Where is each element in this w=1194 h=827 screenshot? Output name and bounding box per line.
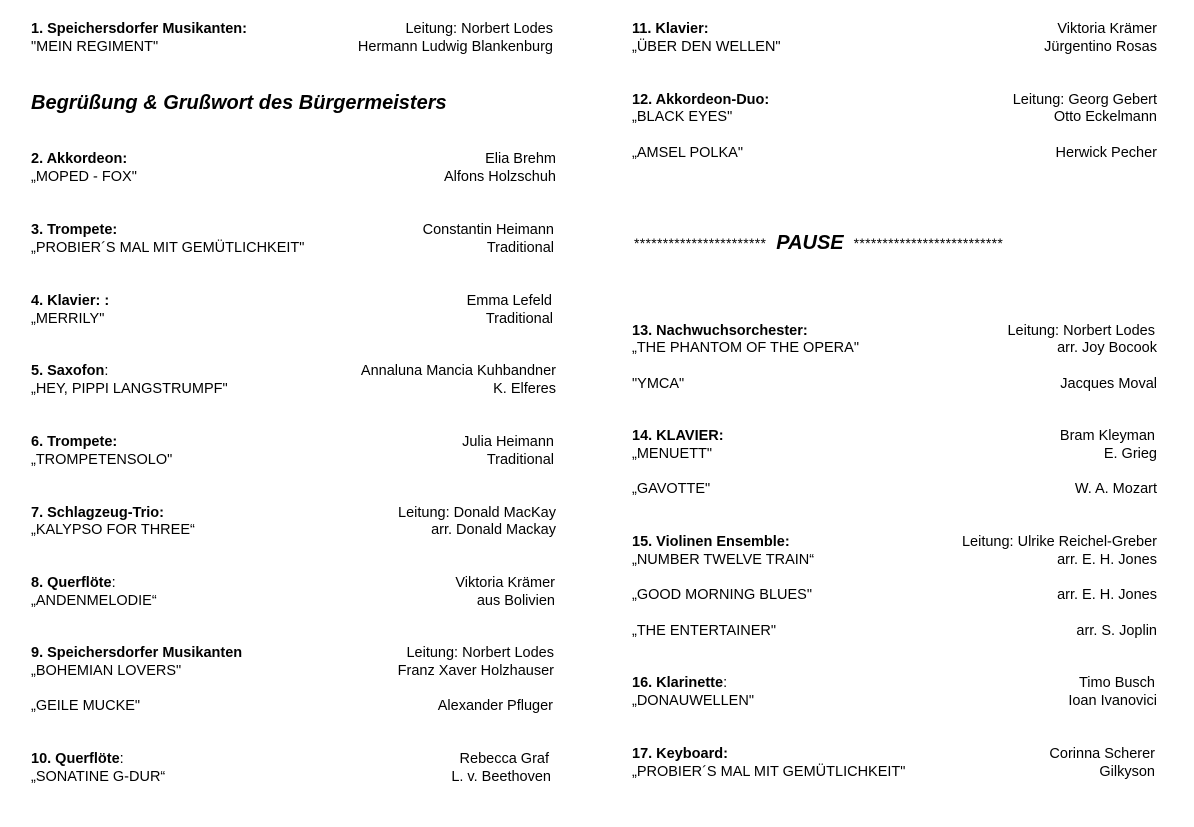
pause-stars-left: *********************** bbox=[634, 235, 767, 252]
item-8-title: „ANDENMELODIE“ bbox=[31, 593, 157, 609]
item-10-composer: L. v. Beethoven bbox=[451, 769, 551, 785]
item-10-number bbox=[31, 750, 124, 768]
item-14-title-2: „GAVOTTE" bbox=[632, 481, 711, 497]
item-6-lead: Julia Heimann bbox=[462, 434, 554, 450]
item-9-lead: Leitung: Norbert Lodes bbox=[406, 645, 554, 661]
item-12-number: 12. Akkordeon-Duo: bbox=[632, 92, 770, 108]
item-7-composer: arr. Donald Mackay bbox=[431, 522, 556, 538]
item-15-composer: arr. E. H. Jones bbox=[1057, 552, 1157, 568]
item-15-title: „NUMBER TWELVE TRAIN“ bbox=[632, 552, 815, 568]
item-5-number-bold: 5. Saxofon bbox=[31, 363, 105, 379]
item-2-title: „MOPED - FOX" bbox=[31, 169, 137, 185]
item-9-composer-2: Alexander Pfluger bbox=[437, 698, 553, 714]
item-8-number bbox=[31, 574, 116, 592]
item-10-number-colon: : bbox=[119, 751, 124, 767]
item-4-number: 4. Klavier: : bbox=[31, 293, 110, 309]
pause-banner bbox=[634, 230, 1003, 256]
item-13-title: „THE PHANTOM OF THE OPERA" bbox=[632, 340, 859, 356]
item-11-lead: Viktoria Krämer bbox=[1057, 21, 1157, 37]
item-4-lead: Emma Lefeld bbox=[466, 293, 552, 309]
item-5-composer: K. Elferes bbox=[493, 381, 556, 397]
item-12-title-2: „AMSEL POLKA" bbox=[632, 145, 743, 161]
item-7-number: 7. Schlagzeug-Trio: bbox=[31, 505, 164, 521]
item-13-number: 13. Nachwuchsorchester: bbox=[632, 323, 808, 339]
item-4-composer: Traditional bbox=[485, 311, 553, 327]
item-14-number: 14. KLAVIER: bbox=[632, 428, 724, 444]
item-9-number: 9. Speichersdorfer Musikanten bbox=[31, 645, 243, 661]
item-8-number-bold: 8. Querflöte bbox=[31, 575, 112, 591]
item-15-lead: Leitung: Ulrike Reichel-Greber bbox=[961, 534, 1157, 550]
item-4-title: „MERRILY" bbox=[31, 311, 105, 327]
item-2-lead: Elia Brehm bbox=[485, 151, 556, 167]
item-15-composer-2: arr. E. H. Jones bbox=[1057, 587, 1157, 603]
item-6-number: 6. Trompete: bbox=[31, 434, 118, 450]
item-7-title: „KALYPSO FOR THREE“ bbox=[31, 522, 195, 538]
item-6-composer: Traditional bbox=[486, 452, 554, 468]
item-5-number bbox=[31, 362, 108, 380]
greeting-heading: Begrüßung & Grußwort des Bürgermeisters bbox=[31, 92, 447, 114]
item-6-title: „TROMPETENSOLO" bbox=[31, 452, 173, 468]
item-16-number bbox=[632, 674, 727, 692]
item-3-composer: Traditional bbox=[486, 240, 554, 256]
item-15-composer-3: arr. S. Joplin bbox=[1076, 623, 1157, 639]
item-17-title: „PROBIER´S MAL MIT GEMÜTLICHKEIT" bbox=[632, 764, 906, 780]
item-2-number: 2. Akkordeon: bbox=[31, 151, 128, 167]
item-9-composer: Franz Xaver Holzhauser bbox=[397, 663, 554, 679]
item-16-title: „DONAUWELLEN" bbox=[632, 693, 754, 709]
item-17-composer: Gilkyson bbox=[1099, 764, 1155, 780]
item-2-composer: Alfons Holzschuh bbox=[443, 169, 556, 185]
item-15-number: 15. Violinen Ensemble: bbox=[632, 534, 790, 550]
item-1-number: 1. Speichersdorfer Musikanten: bbox=[31, 21, 247, 37]
item-11-title: „ÜBER DEN WELLEN" bbox=[632, 39, 781, 55]
item-16-number-colon: : bbox=[723, 675, 728, 691]
item-3-lead: Constantin Heimann bbox=[422, 222, 554, 238]
item-8-lead: Viktoria Krämer bbox=[455, 575, 555, 591]
item-12-title: „BLACK EYES" bbox=[632, 109, 733, 125]
item-9-title: „BOHEMIAN LOVERS" bbox=[31, 663, 182, 679]
item-13-lead: Leitung: Norbert Lodes bbox=[1007, 323, 1155, 339]
item-12-composer-2: Herwick Pecher bbox=[1055, 145, 1157, 161]
item-15-title-3: „THE ENTERTAINER" bbox=[632, 623, 776, 639]
item-14-lead: Bram Kleyman bbox=[1059, 428, 1155, 444]
item-3-number: 3. Trompete: bbox=[31, 222, 118, 238]
item-8-composer: aus Bolivien bbox=[476, 593, 555, 609]
item-14-composer: E. Grieg bbox=[1103, 446, 1157, 462]
item-5-title: „HEY, PIPPI LANGSTRUMPF" bbox=[31, 381, 228, 397]
item-16-lead: Timo Busch bbox=[1078, 675, 1155, 691]
item-5-number-colon: : bbox=[104, 363, 109, 379]
item-1-title: "MEIN REGIMENT" bbox=[31, 39, 159, 55]
item-7-lead: Leitung: Donald MacKay bbox=[398, 505, 556, 521]
item-17-lead: Corinna Scherer bbox=[1049, 746, 1155, 762]
item-15-title-2: „GOOD MORNING BLUES" bbox=[632, 587, 812, 603]
item-5-lead: Annaluna Mancia Kuhbandner bbox=[360, 363, 556, 379]
item-9-title-2: „GEILE MUCKE" bbox=[31, 698, 141, 714]
item-16-number-bold: 16. Klarinette bbox=[632, 675, 724, 691]
item-10-title: „SONATINE G-DUR“ bbox=[31, 769, 166, 785]
item-11-composer: Jürgentino Rosas bbox=[1044, 39, 1157, 55]
item-10-number-bold: 10. Querflöte bbox=[31, 751, 120, 767]
pause-label: PAUSE bbox=[776, 232, 844, 255]
item-12-lead: Leitung: Georg Gebert bbox=[1012, 92, 1157, 108]
item-16-composer: Ioan Ivanovici bbox=[1068, 693, 1157, 709]
item-11-number: 11. Klavier: bbox=[632, 21, 709, 37]
pause-stars-right: ************************** bbox=[853, 235, 1004, 252]
item-3-title: „PROBIER´S MAL MIT GEMÜTLICHKEIT" bbox=[31, 240, 305, 256]
item-8-number-colon: : bbox=[111, 575, 116, 591]
item-13-title-2: "YMCA" bbox=[632, 376, 685, 392]
item-1-lead: Leitung: Norbert Lodes bbox=[405, 21, 553, 37]
item-13-composer-2: Jacques Moval bbox=[1060, 376, 1157, 392]
item-13-composer: arr. Joy Bocook bbox=[1057, 340, 1157, 356]
item-12-composer: Otto Eckelmann bbox=[1053, 109, 1157, 125]
item-10-lead: Rebecca Graf bbox=[459, 751, 549, 767]
item-14-composer-2: W. A. Mozart bbox=[1074, 481, 1157, 497]
item-1-composer: Hermann Ludwig Blankenburg bbox=[357, 39, 553, 55]
item-14-title: „MENUETT" bbox=[632, 446, 713, 462]
item-17-number: 17. Keyboard: bbox=[632, 746, 728, 762]
